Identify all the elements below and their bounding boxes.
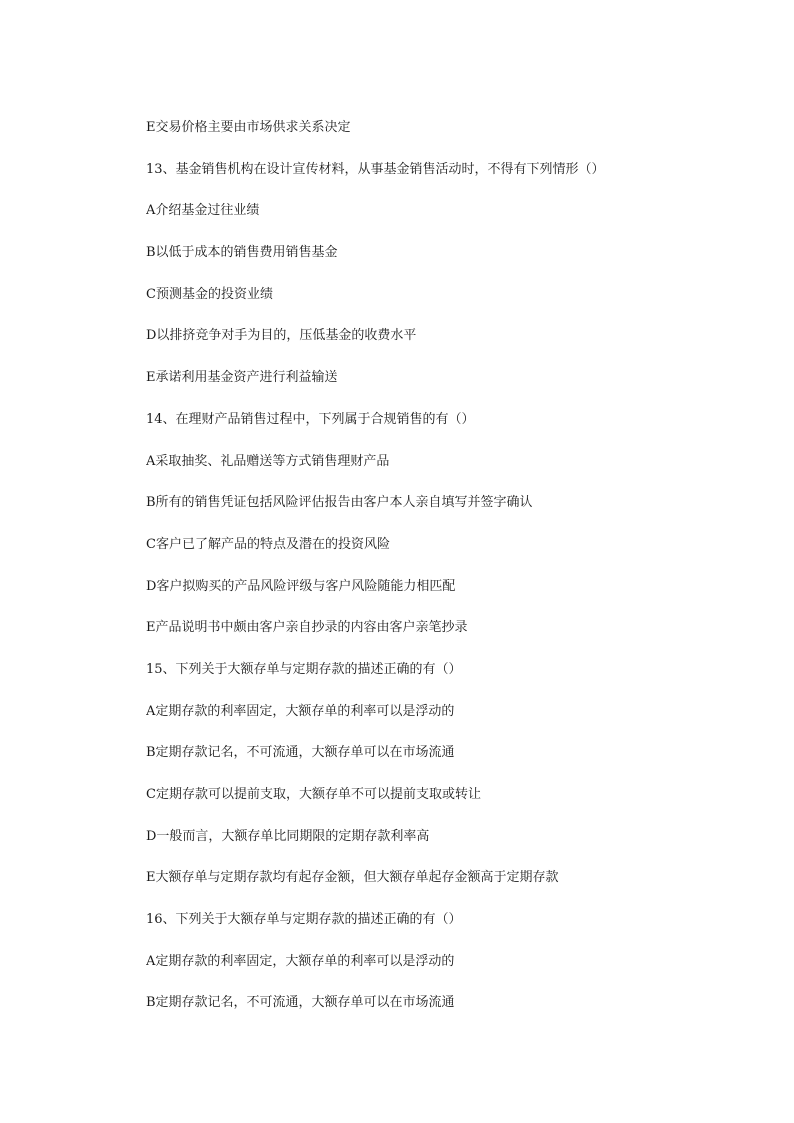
option-a-q14: A采取抽奖、礼品赠送等方式销售理财产品 bbox=[146, 453, 390, 469]
question-15: 15、下列关于大额存单与定期存款的描述正确的有（） bbox=[146, 661, 462, 677]
question-16: 16、下列关于大额存单与定期存款的描述正确的有（） bbox=[146, 912, 462, 928]
option-e-q13: E承诺利用基金资产进行利益输送 bbox=[146, 370, 338, 386]
option-b-q16: B定期存款记名，不可流通，大额存单可以在市场流通 bbox=[146, 995, 455, 1011]
question-13: 13、基金销售机构在设计宣传材料，从事基金销售活动时，不得有下列情形（） bbox=[146, 161, 605, 177]
option-b-q14: B所有的销售凭证包括风险评估报告由客户本人亲自填写并签字确认 bbox=[146, 495, 533, 511]
option-e-q12: E交易价格主要由市场供求关系决定 bbox=[146, 120, 351, 135]
option-e-q14: E产品说明书中颇由客户亲自抄录的内容由客户亲笔抄录 bbox=[146, 620, 468, 636]
option-c-q15: C定期存款可以提前支取，大额存单不可以提前支取或转让 bbox=[146, 787, 481, 802]
question-14: 14、在理财产品销售过程中，下列属于合规销售的有（） bbox=[146, 411, 475, 427]
option-a-q15: A定期存款的利率固定，大额存单的利率可以是浮动的 bbox=[146, 703, 455, 719]
option-c-q13: C预测基金的投资业绩 bbox=[146, 286, 273, 302]
option-b-q13: B以低于成本的销售费用销售基金 bbox=[146, 245, 338, 261]
option-c-q14: C客户已了解产品的特点及潜在的投资风险 bbox=[146, 536, 390, 552]
option-a-q16: A定期存款的利率固定，大额存单的利率可以是浮动的 bbox=[146, 953, 455, 969]
document-body bbox=[146, 116, 766, 1033]
option-d-q14: D客户拟购买的产品风险评级与客户风险随能力相匹配 bbox=[146, 578, 456, 594]
option-a-q13: A介绍基金过往业绩 bbox=[146, 203, 260, 219]
option-d-q13: D以排挤竞争对手为目的，压低基金的收费水平 bbox=[146, 328, 417, 344]
option-d-q15: D一般而言，大额存单比同期限的定期存款利率高 bbox=[146, 828, 430, 844]
option-b-q15: B定期存款记名，不可流通，大额存单可以在市场流通 bbox=[146, 745, 455, 761]
option-e-q15: E大额存单与定期存款均有起存金额，但大额存单起存金额高于定期存款 bbox=[146, 870, 559, 886]
